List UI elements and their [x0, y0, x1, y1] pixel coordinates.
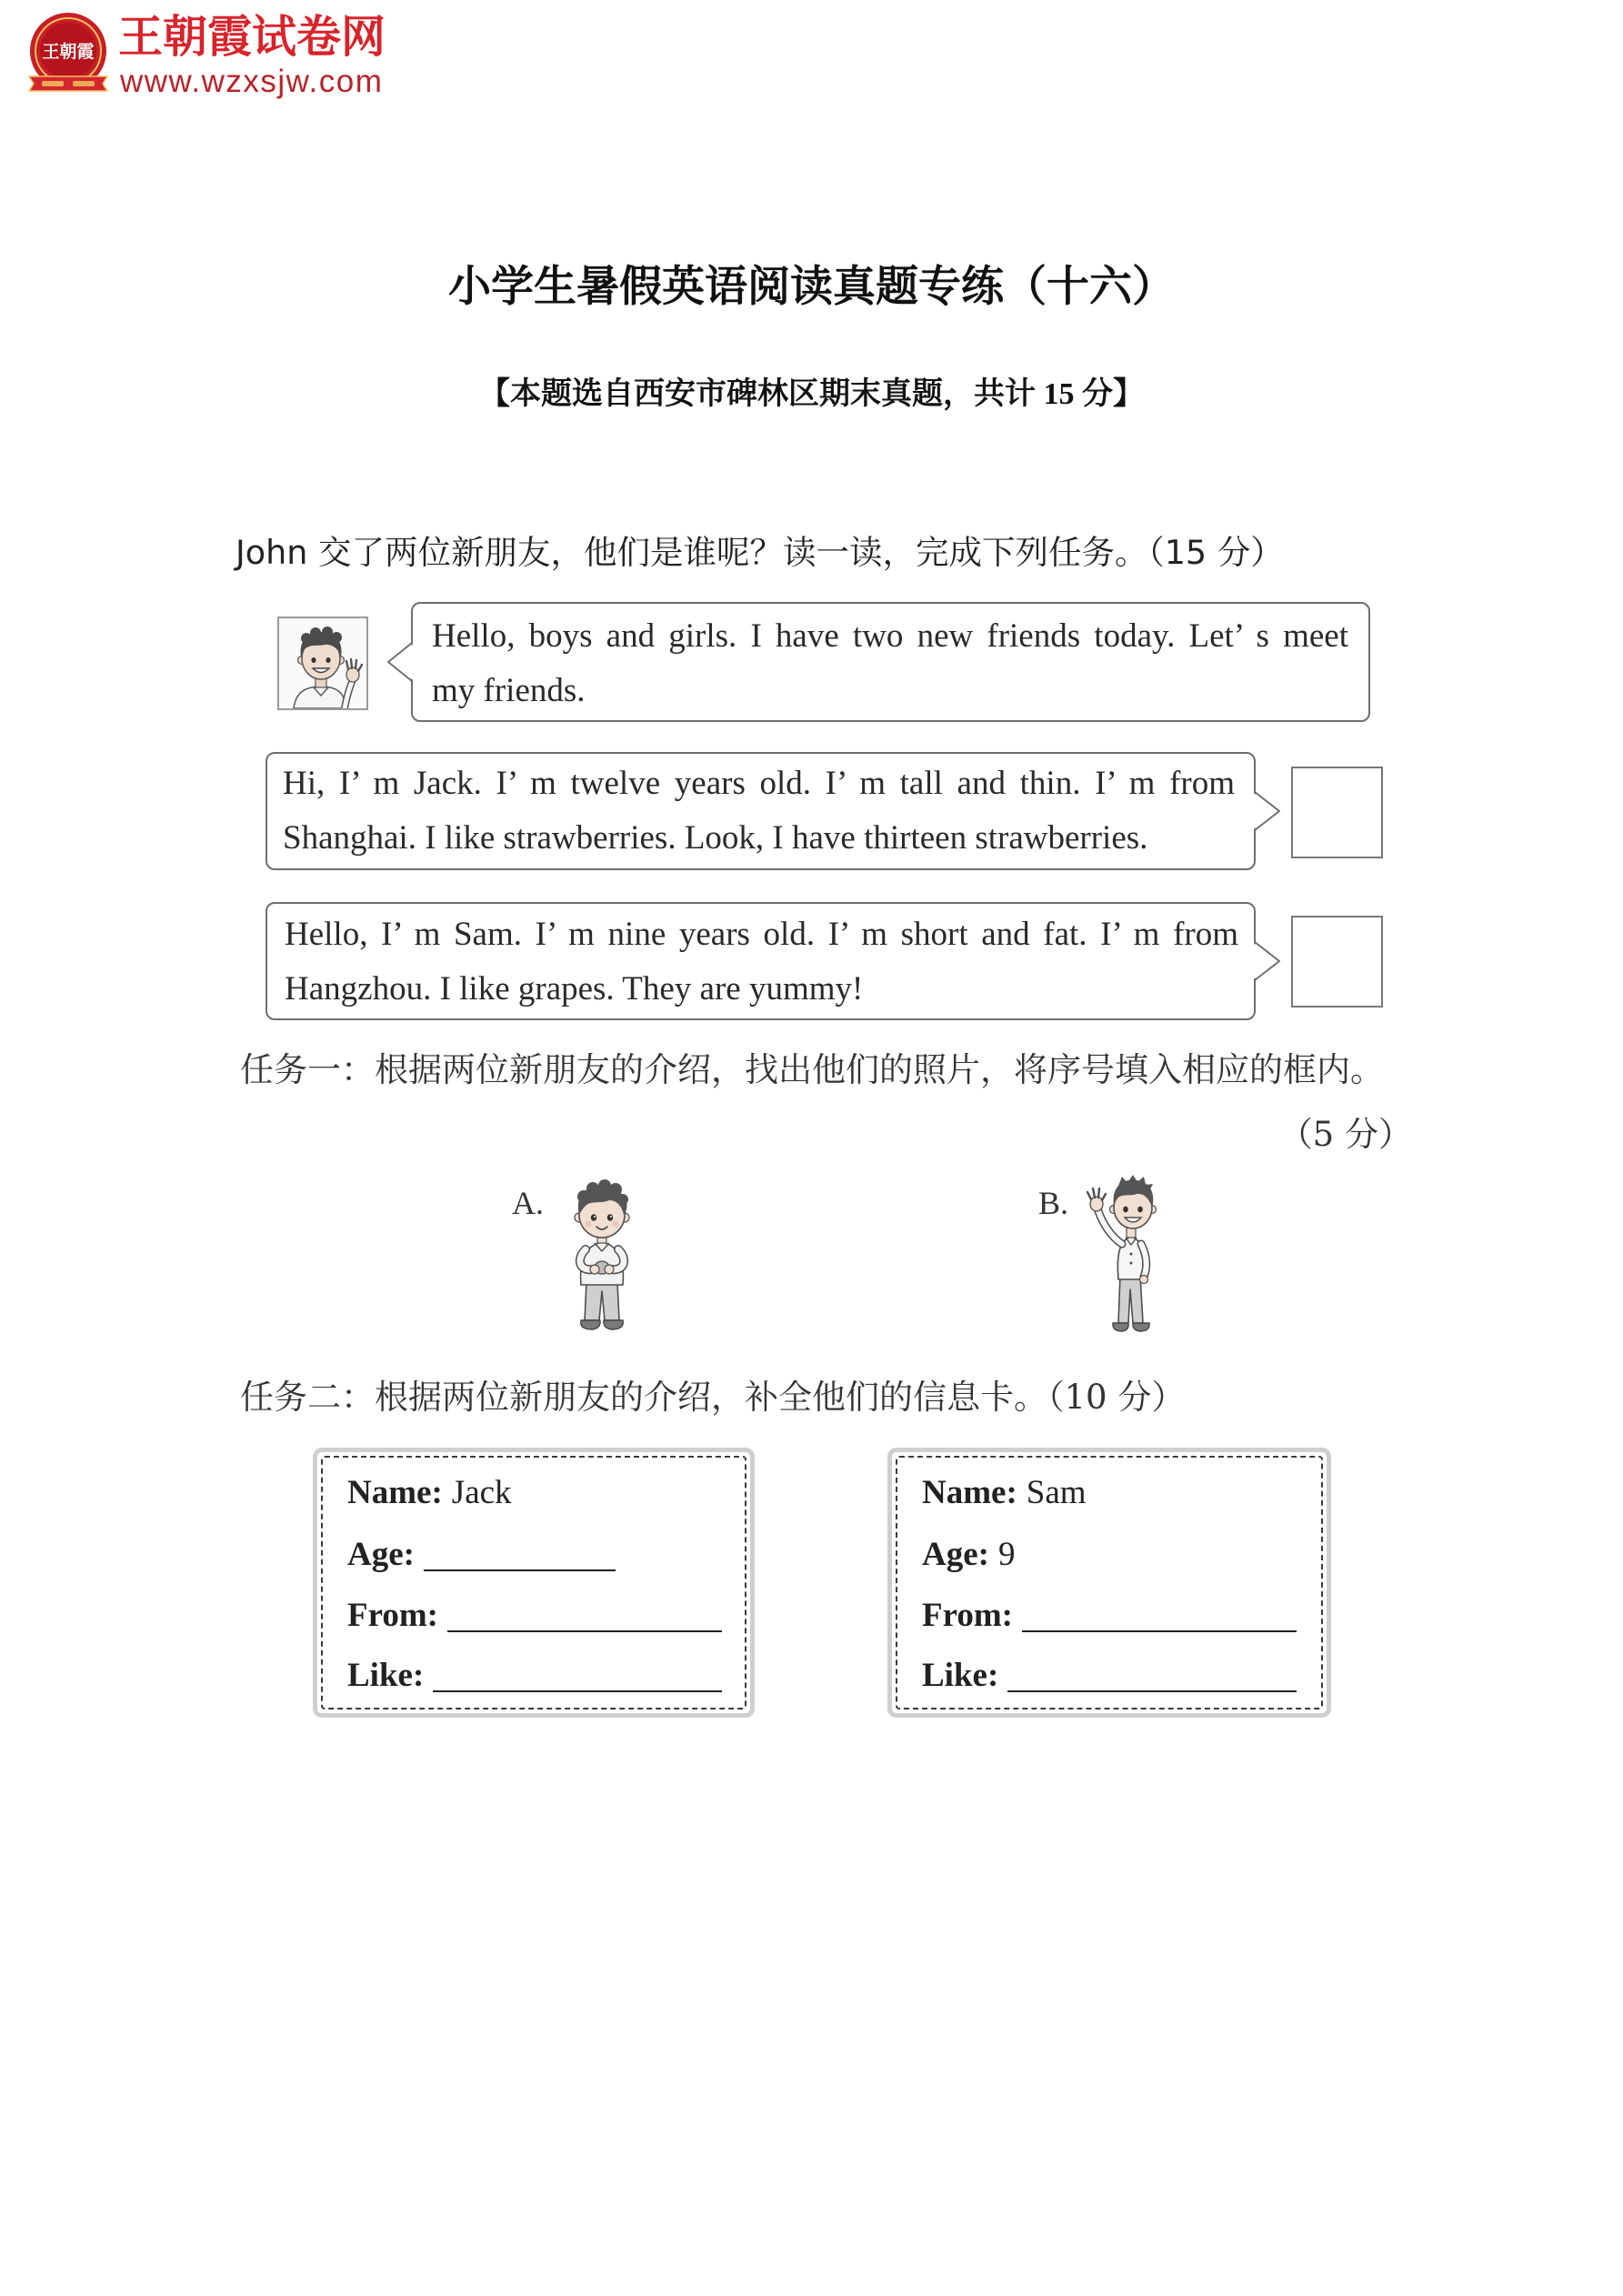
- field-value: 9: [997, 1536, 1016, 1573]
- bubble-line: Hi, I’ m Jack. I’ m twelve years old. I’ m tall and thin. I’ m from: [283, 765, 1235, 802]
- task2-instruction: 任务二：根据两位新朋友的介绍，补全他们的信息卡。（10 分）: [240, 1378, 1186, 1417]
- boy-b-icon: [1080, 1173, 1169, 1337]
- from-blank[interactable]: [1022, 1603, 1297, 1632]
- info-card-jack: [313, 1448, 755, 1718]
- card-row-name: [347, 1475, 512, 1511]
- field-label: Age:: [922, 1536, 989, 1573]
- boy-a-head: [575, 1179, 629, 1243]
- page-subtitle: 【本题选自西安市碑林区期末真题，共计 15 分】: [479, 377, 1144, 411]
- boy-a-icon: [558, 1177, 646, 1336]
- brand-name: 王朝霞试卷网: [118, 11, 386, 63]
- task1-instruction: 任务一：根据两位新朋友的介绍，找出他们的照片，将序号填入相应的框内。: [240, 1050, 1384, 1089]
- card-row-age: [922, 1537, 1015, 1573]
- john-avatar: [277, 617, 368, 710]
- bubble-line: Hello, I’ m Sam. I’ m nine years old. I’ m short and fat. I’ m from: [285, 916, 1238, 953]
- task1-score: （5 分）: [1278, 1115, 1412, 1154]
- bubble-line: Hangzhou. I like grapes. They are yummy!: [285, 970, 864, 1008]
- field-value: Sam: [1026, 1474, 1087, 1511]
- option-a-label: A.: [512, 1185, 544, 1221]
- card-row-like: [922, 1658, 1297, 1694]
- bubble-line: Shanghai. I like strawberries. Look, I have thirteen strawberries.: [283, 819, 1148, 857]
- age-blank[interactable]: [424, 1542, 616, 1571]
- field-label: From:: [922, 1597, 1013, 1634]
- brand-url: www.wzxsjw.com: [120, 64, 384, 99]
- answer-box-sam[interactable]: [1291, 916, 1383, 1008]
- like-blank[interactable]: [1007, 1663, 1297, 1692]
- field-label: Like:: [922, 1657, 999, 1694]
- card-row-from: [347, 1598, 722, 1634]
- card-row-name: [922, 1475, 1087, 1511]
- answer-box-jack[interactable]: [1291, 767, 1383, 858]
- info-card-sam: [887, 1448, 1331, 1718]
- page-title: 小学生暑假英语阅读真题专练（十六）: [448, 262, 1175, 312]
- boy-a-legs: [581, 1282, 624, 1329]
- boy-a-body: [580, 1242, 624, 1285]
- bubble-line: Hello, boys and girls. I have two new friends today. Let’ s meet: [432, 617, 1348, 655]
- speech-bubble-sam: [265, 902, 1256, 1020]
- seal-text: 王朝霞: [42, 42, 95, 62]
- option-b-label: B.: [1038, 1185, 1069, 1221]
- from-blank[interactable]: [447, 1603, 722, 1632]
- field-value: Jack: [451, 1474, 512, 1511]
- card-row-from: [922, 1598, 1297, 1634]
- card-row-like: [347, 1658, 722, 1694]
- bubble-line: my friends.: [432, 672, 586, 709]
- like-blank[interactable]: [433, 1663, 722, 1692]
- speech-bubble-john: [411, 602, 1370, 722]
- field-label: Name:: [347, 1474, 443, 1511]
- boy-b-head: [1110, 1175, 1157, 1238]
- field-label: From:: [347, 1597, 438, 1634]
- seal-logo-icon: [25, 11, 111, 96]
- speech-bubble-jack: [265, 752, 1256, 870]
- bubble-pointer: [1251, 941, 1280, 981]
- field-label: Like:: [347, 1657, 425, 1694]
- field-label: Name:: [922, 1474, 1017, 1511]
- bubble-pointer: [386, 642, 416, 682]
- field-label: Age:: [347, 1536, 415, 1573]
- reading-instruction: John 交了两位新朋友，他们是谁呢？读一读，完成下列任务。（15 分）: [235, 533, 1284, 572]
- john-avatar-icon: [279, 618, 366, 708]
- card-row-age: [347, 1537, 616, 1573]
- bubble-pointer: [1251, 791, 1280, 831]
